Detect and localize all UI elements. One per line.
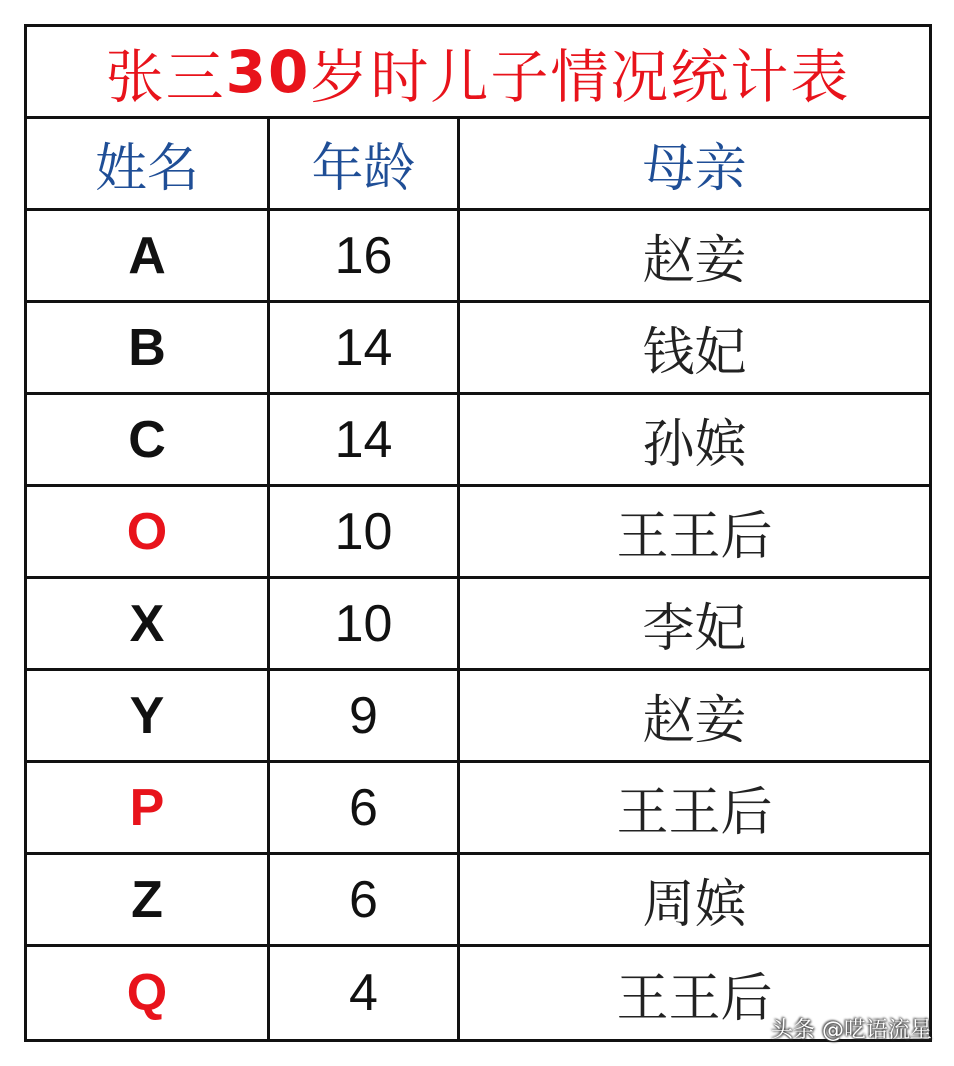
son-mother: 李妃 (642, 599, 747, 659)
table-row (27, 211, 929, 303)
son-name: C (128, 410, 166, 469)
cell-age (270, 763, 460, 852)
son-name: Q (126, 964, 168, 1022)
son-mother: 赵妾 (642, 691, 747, 751)
son-mother: 赵妾 (642, 231, 747, 291)
table-row (27, 487, 929, 579)
cell-mother (460, 763, 929, 852)
son-age: 16 (334, 226, 393, 285)
cell-name (27, 855, 270, 944)
watermark: 头条 @呓语流星 (771, 1018, 932, 1043)
cell-age (270, 395, 460, 484)
table-row (27, 395, 929, 487)
son-mother: 王王后 (616, 783, 773, 843)
cell-age (270, 211, 460, 300)
cell-mother (460, 487, 929, 576)
header-age: 年龄 (270, 119, 460, 208)
cell-name (27, 303, 270, 392)
cell-name (27, 579, 270, 668)
cell-age (270, 671, 460, 760)
cell-mother (460, 303, 929, 392)
son-age: 14 (334, 410, 393, 469)
title-prefix: 张三 (105, 42, 226, 111)
cell-mother (460, 855, 929, 944)
cell-mother (460, 671, 929, 760)
cell-mother (460, 395, 929, 484)
cell-name (27, 211, 270, 300)
cell-name (27, 395, 270, 484)
cell-age (270, 303, 460, 392)
son-name: O (126, 502, 168, 561)
son-name: Z (131, 870, 163, 929)
son-name: B (128, 318, 166, 377)
son-mother: 周嫔 (642, 875, 747, 935)
son-mother: 王王后 (616, 507, 773, 567)
table-row (27, 303, 929, 395)
cell-age (270, 855, 460, 944)
cell-name (27, 671, 270, 760)
cell-age (270, 947, 460, 1039)
son-mother: 孙嫔 (642, 415, 747, 475)
son-age: 4 (349, 964, 378, 1022)
table-body (27, 211, 929, 1039)
son-name: X (129, 594, 165, 653)
son-age: 10 (334, 594, 393, 653)
son-mother: 王王后 (616, 968, 773, 1029)
title-number: 30 (225, 37, 311, 106)
cell-age (270, 487, 460, 576)
son-age: 10 (334, 502, 393, 561)
table-row (27, 763, 929, 855)
table-row (27, 855, 929, 947)
cell-age (270, 579, 460, 668)
son-age: 9 (349, 686, 378, 745)
cell-name (27, 947, 270, 1039)
son-mother: 钱妃 (642, 323, 747, 383)
table-title (27, 27, 929, 119)
cell-name (27, 487, 270, 576)
son-age: 6 (349, 778, 378, 837)
cell-name (27, 763, 270, 852)
son-name: Y (129, 686, 165, 745)
header-mother: 母亲 (642, 139, 747, 199)
cell-mother (460, 579, 929, 668)
table-row (27, 671, 929, 763)
son-age: 6 (349, 870, 378, 929)
son-name: P (129, 778, 165, 837)
header-row (27, 119, 929, 211)
header-name: 姓名 (27, 119, 270, 208)
table-row (27, 579, 929, 671)
son-age: 14 (334, 318, 393, 377)
cell-mother (460, 211, 929, 300)
stats-table (24, 24, 932, 1042)
title-suffix: 岁时儿子情况统计表 (310, 42, 851, 111)
son-name: A (128, 226, 166, 285)
